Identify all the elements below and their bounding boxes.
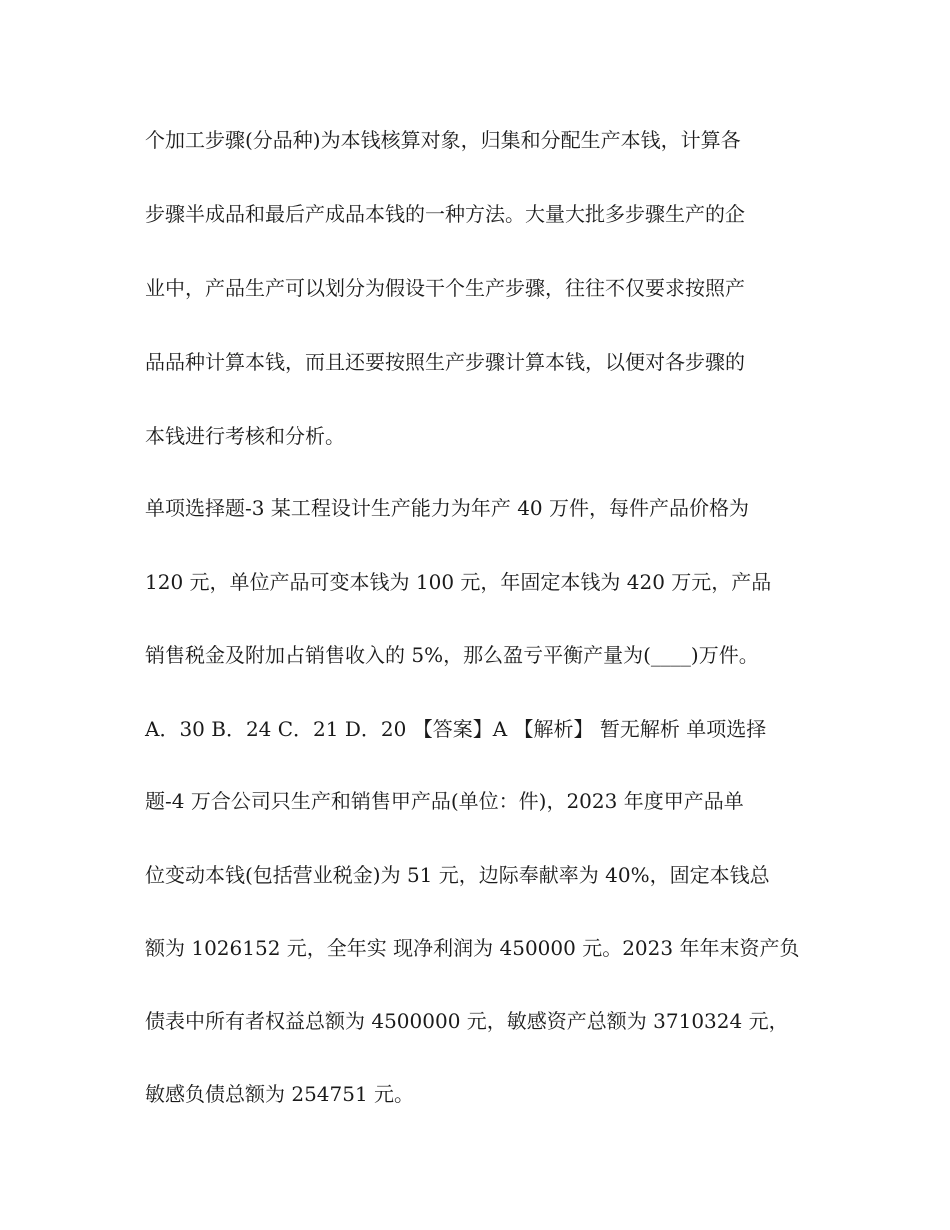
text-line-4: 品品种计算本钱，而且还要按照生产步骤计算本钱，以便对各步骤的	[145, 350, 745, 374]
text-line-2: 步骤半成品和最后产成品本钱的一种方法。大量大批多步骤生产的企	[145, 202, 745, 226]
text-line-1: 个加工步骤(分品种)为本钱核算对象，归集和分配生产本钱，计算各	[145, 128, 741, 152]
text-line-5: 本钱进行考核和分析。	[145, 424, 345, 448]
question-4-line-1: 题-4 万合公司只生产和销售甲产品(单位：件)，2023 年度甲产品单	[145, 789, 744, 813]
answer-options-line: A．30 B．24 C．21 D．20 【答案】A 【解析】 暂无解析 单项选择	[145, 717, 767, 741]
question-4-line-4: 债表中所有者权益总额为 4500000 元，敏感资产总额为 3710324 元，	[145, 1009, 789, 1033]
question-4-line-5: 敏感负债总额为 254751 元。	[145, 1082, 415, 1106]
question-3-line-2: 120 元，单位产品可变本钱为 100 元，年固定本钱为 420 万元，产品	[145, 570, 772, 594]
question-3-line-1: 单项选择题-3 某工程设计生产能力为年产 40 万件，每件产品价格为	[145, 496, 750, 520]
text-line-3: 业中，产品生产可以划分为假设干个生产步骤，往往不仅要求按照产	[145, 276, 745, 300]
question-4-line-2: 位变动本钱(包括营业税金)为 51 元，边际奉献率为 40%，固定本钱总	[145, 863, 770, 887]
question-3-line-3: 销售税金及附加占销售收入的 5%，那么盈亏平衡产量为(____)万件。	[145, 643, 759, 667]
question-4-line-3: 额为 1026152 元，全年实 现净利润为 450000 元。2023 年年末资产负	[145, 936, 800, 960]
